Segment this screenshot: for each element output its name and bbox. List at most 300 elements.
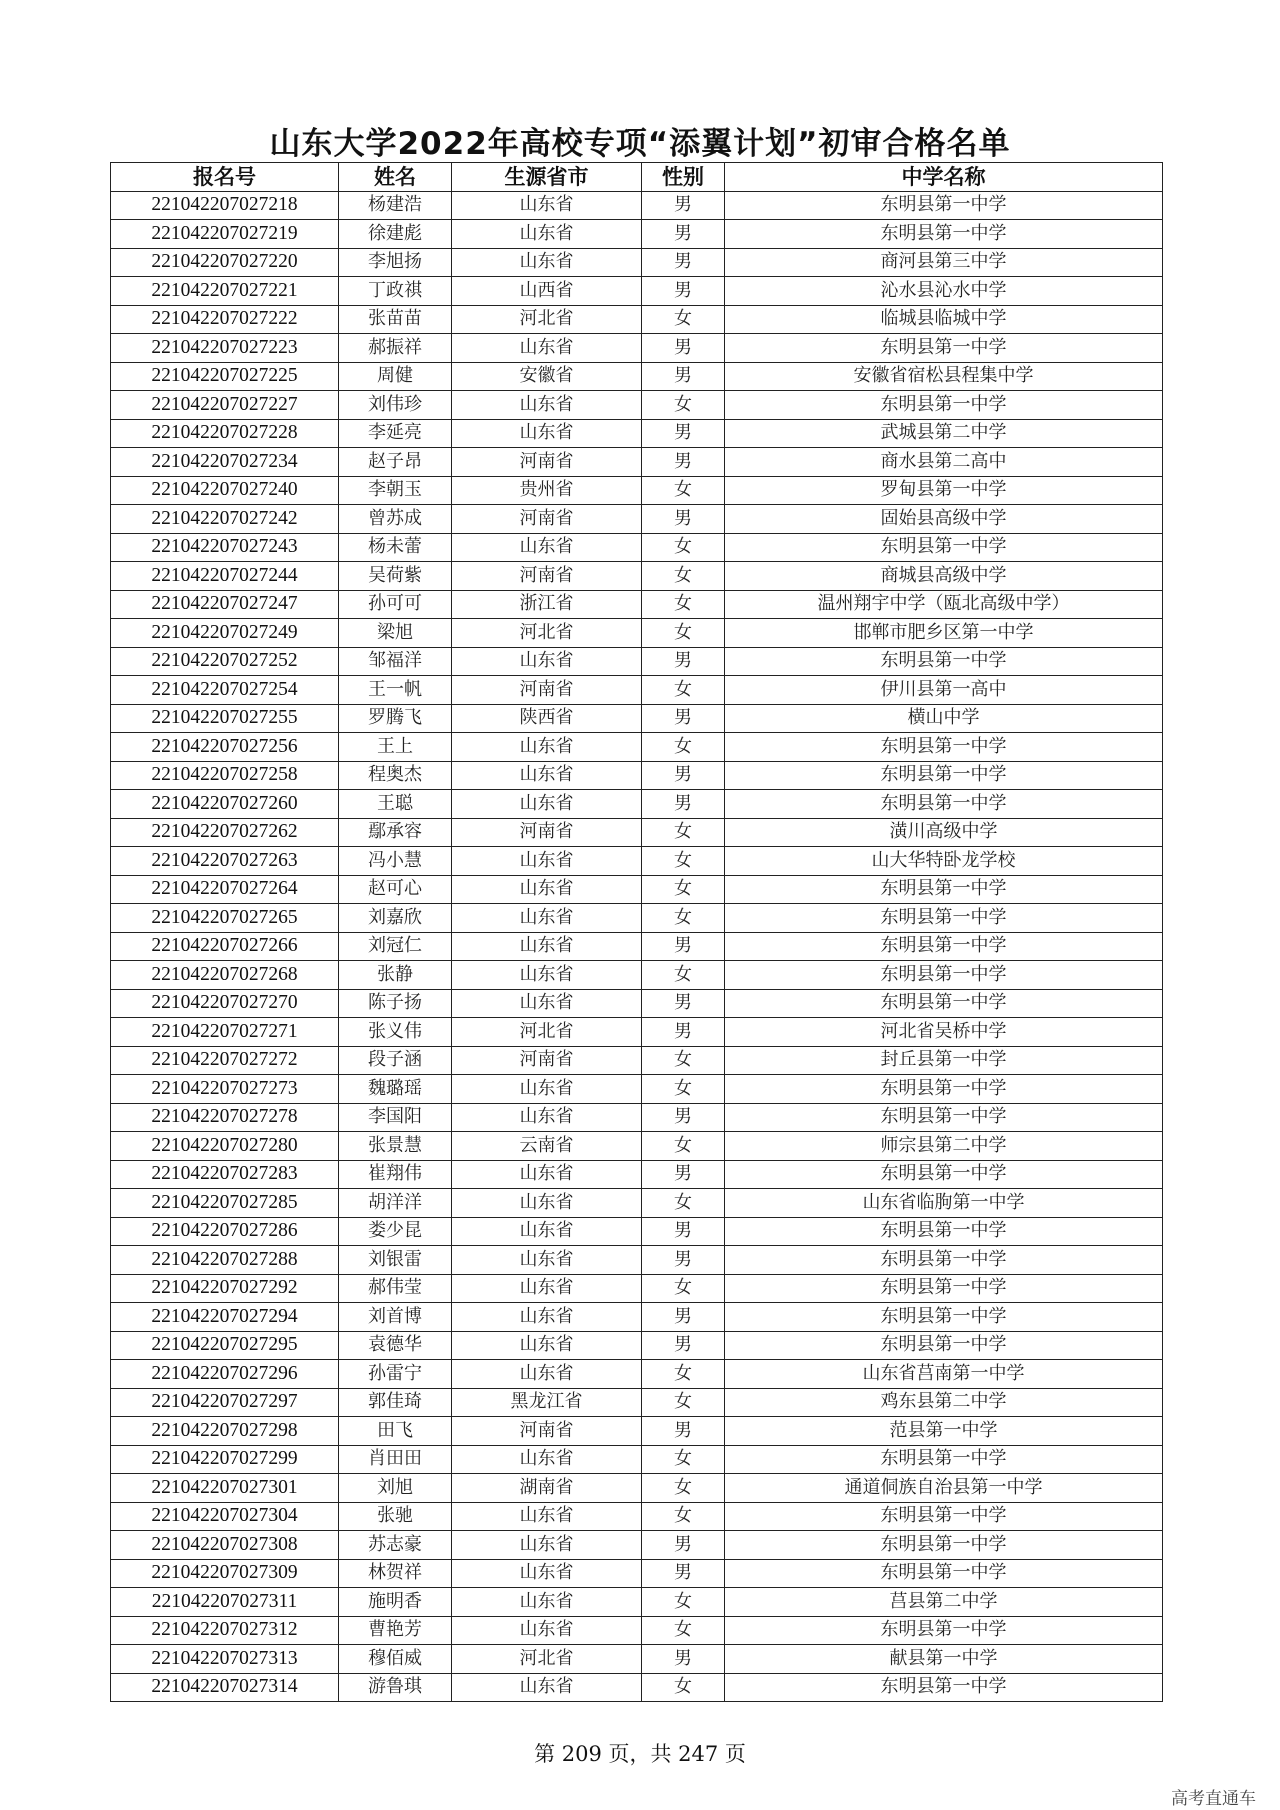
school-cell: 武城县第二中学 <box>725 419 1163 448</box>
table-row <box>111 875 1163 904</box>
name-cell: 邹福洋 <box>339 647 452 676</box>
province-cell: 云南省 <box>452 1132 642 1161</box>
name-cell: 李朝玉 <box>339 476 452 505</box>
gender-cell: 男 <box>642 1531 725 1560</box>
registration-number-cell: 221042207027272 <box>111 1046 339 1075</box>
table-row <box>111 1160 1163 1189</box>
gender-cell: 男 <box>642 1018 725 1047</box>
table-row <box>111 676 1163 705</box>
school-cell: 横山中学 <box>725 704 1163 733</box>
school-cell: 东明县第一中学 <box>725 790 1163 819</box>
gender-cell: 男 <box>642 1160 725 1189</box>
gender-cell: 男 <box>642 1645 725 1674</box>
name-cell: 孙雷宁 <box>339 1360 452 1389</box>
gender-cell: 男 <box>642 1103 725 1132</box>
school-cell: 师宗县第二中学 <box>725 1132 1163 1161</box>
table-row <box>111 448 1163 477</box>
gender-cell: 女 <box>642 1502 725 1531</box>
province-cell: 山西省 <box>452 277 642 306</box>
school-cell: 东明县第一中学 <box>725 1531 1163 1560</box>
province-cell: 浙江省 <box>452 590 642 619</box>
school-cell: 东明县第一中学 <box>725 1103 1163 1132</box>
table-row <box>111 1132 1163 1161</box>
registration-number-cell: 221042207027304 <box>111 1502 339 1531</box>
school-cell: 东明县第一中学 <box>725 1160 1163 1189</box>
table-row <box>111 305 1163 334</box>
gender-cell: 女 <box>642 847 725 876</box>
province-cell: 河南省 <box>452 448 642 477</box>
gender-cell: 女 <box>642 1075 725 1104</box>
table-row <box>111 733 1163 762</box>
province-cell: 山东省 <box>452 875 642 904</box>
registration-number-cell: 221042207027299 <box>111 1445 339 1474</box>
registration-number-cell: 221042207027222 <box>111 305 339 334</box>
name-cell: 郭佳琦 <box>339 1388 452 1417</box>
school-cell: 东明县第一中学 <box>725 1445 1163 1474</box>
school-cell: 临城县临城中学 <box>725 305 1163 334</box>
table-row <box>111 1417 1163 1446</box>
registration-number-cell: 221042207027258 <box>111 761 339 790</box>
school-cell: 沁水县沁水中学 <box>725 277 1163 306</box>
school-cell: 东明县第一中学 <box>725 1075 1163 1104</box>
table-row <box>111 932 1163 961</box>
gender-cell: 男 <box>642 334 725 363</box>
table-row <box>111 1046 1163 1075</box>
header-school: 中学名称 <box>725 163 1163 192</box>
province-cell: 河北省 <box>452 1018 642 1047</box>
registration-number-cell: 221042207027308 <box>111 1531 339 1560</box>
province-cell: 山东省 <box>452 1588 642 1617</box>
province-cell: 河南省 <box>452 1046 642 1075</box>
gender-cell: 女 <box>642 1046 725 1075</box>
registration-number-cell: 221042207027298 <box>111 1417 339 1446</box>
registration-number-cell: 221042207027225 <box>111 362 339 391</box>
school-cell: 山东省临朐第一中学 <box>725 1189 1163 1218</box>
gender-cell: 男 <box>642 505 725 534</box>
registration-number-cell: 221042207027294 <box>111 1303 339 1332</box>
gender-cell: 男 <box>642 277 725 306</box>
registration-number-cell: 221042207027271 <box>111 1018 339 1047</box>
registration-number-cell: 221042207027264 <box>111 875 339 904</box>
table-row <box>111 961 1163 990</box>
school-cell: 安徽省宿松县程集中学 <box>725 362 1163 391</box>
gender-cell: 男 <box>642 1303 725 1332</box>
registration-number-cell: 221042207027314 <box>111 1673 339 1702</box>
name-cell: 郝振祥 <box>339 334 452 363</box>
registration-number-cell: 221042207027262 <box>111 818 339 847</box>
school-cell: 东明县第一中学 <box>725 220 1163 249</box>
name-cell: 孙可可 <box>339 590 452 619</box>
province-cell: 山东省 <box>452 391 642 420</box>
province-cell: 山东省 <box>452 1331 642 1360</box>
table-row <box>111 1018 1163 1047</box>
table-row <box>111 476 1163 505</box>
table-row <box>111 1274 1163 1303</box>
gender-cell: 男 <box>642 362 725 391</box>
gender-cell: 女 <box>642 476 725 505</box>
name-cell: 郝伟莹 <box>339 1274 452 1303</box>
registration-number-cell: 221042207027297 <box>111 1388 339 1417</box>
registration-number-cell: 221042207027240 <box>111 476 339 505</box>
gender-cell: 男 <box>642 790 725 819</box>
gender-cell: 女 <box>642 305 725 334</box>
school-cell: 商城县高级中学 <box>725 562 1163 591</box>
table-row <box>111 419 1163 448</box>
registration-number-cell: 221042207027252 <box>111 647 339 676</box>
gender-cell: 女 <box>642 1360 725 1389</box>
school-cell: 献县第一中学 <box>725 1645 1163 1674</box>
gender-cell: 男 <box>642 1417 725 1446</box>
name-cell: 田飞 <box>339 1417 452 1446</box>
name-cell: 刘银雷 <box>339 1246 452 1275</box>
registration-number-cell: 221042207027309 <box>111 1559 339 1588</box>
province-cell: 山东省 <box>452 989 642 1018</box>
province-cell: 山东省 <box>452 220 642 249</box>
registration-number-cell: 221042207027223 <box>111 334 339 363</box>
registration-number-cell: 221042207027296 <box>111 1360 339 1389</box>
school-cell: 东明县第一中学 <box>725 1502 1163 1531</box>
school-cell: 伊川县第一高中 <box>725 676 1163 705</box>
school-cell: 固始县高级中学 <box>725 505 1163 534</box>
name-cell: 王聪 <box>339 790 452 819</box>
registration-number-cell: 221042207027219 <box>111 220 339 249</box>
name-cell: 杨建浩 <box>339 191 452 220</box>
school-cell: 东明县第一中学 <box>725 761 1163 790</box>
province-cell: 山东省 <box>452 1160 642 1189</box>
province-cell: 河南省 <box>452 1417 642 1446</box>
gender-cell: 女 <box>642 733 725 762</box>
name-cell: 胡洋洋 <box>339 1189 452 1218</box>
school-cell: 东明县第一中学 <box>725 391 1163 420</box>
school-cell: 范县第一中学 <box>725 1417 1163 1446</box>
name-cell: 穆佰威 <box>339 1645 452 1674</box>
name-cell: 赵可心 <box>339 875 452 904</box>
name-cell: 陈子扬 <box>339 989 452 1018</box>
gender-cell: 男 <box>642 1331 725 1360</box>
gender-cell: 男 <box>642 1559 725 1588</box>
school-cell: 东明县第一中学 <box>725 533 1163 562</box>
province-cell: 河北省 <box>452 1645 642 1674</box>
table-row <box>111 1331 1163 1360</box>
province-cell: 山东省 <box>452 334 642 363</box>
table-row <box>111 989 1163 1018</box>
name-cell: 李延亮 <box>339 419 452 448</box>
table-body <box>111 191 1163 1702</box>
name-cell: 游鲁琪 <box>339 1673 452 1702</box>
table-row <box>111 847 1163 876</box>
province-cell: 山东省 <box>452 1360 642 1389</box>
table-row <box>111 619 1163 648</box>
name-cell: 徐建彪 <box>339 220 452 249</box>
registration-number-cell: 221042207027234 <box>111 448 339 477</box>
gender-cell: 女 <box>642 1474 725 1503</box>
gender-cell: 女 <box>642 562 725 591</box>
school-cell: 东明县第一中学 <box>725 961 1163 990</box>
school-cell: 河北省吴桥中学 <box>725 1018 1163 1047</box>
gender-cell: 女 <box>642 590 725 619</box>
registration-number-cell: 221042207027220 <box>111 248 339 277</box>
province-cell: 山东省 <box>452 533 642 562</box>
registration-number-cell: 221042207027266 <box>111 932 339 961</box>
table-row <box>111 1075 1163 1104</box>
table-row <box>111 533 1163 562</box>
name-cell: 王上 <box>339 733 452 762</box>
province-cell: 山东省 <box>452 1673 642 1702</box>
registration-number-cell: 221042207027228 <box>111 419 339 448</box>
province-cell: 山东省 <box>452 1075 642 1104</box>
gender-cell: 男 <box>642 932 725 961</box>
province-cell: 山东省 <box>452 761 642 790</box>
gender-cell: 男 <box>642 419 725 448</box>
school-cell: 山大华特卧龙学校 <box>725 847 1163 876</box>
school-cell: 潢川高级中学 <box>725 818 1163 847</box>
table-row <box>111 1616 1163 1645</box>
province-cell: 山东省 <box>452 1103 642 1132</box>
gender-cell: 男 <box>642 647 725 676</box>
table-row <box>111 1673 1163 1702</box>
gender-cell: 男 <box>642 448 725 477</box>
table-row <box>111 1217 1163 1246</box>
province-cell: 湖南省 <box>452 1474 642 1503</box>
gender-cell: 女 <box>642 1588 725 1617</box>
school-cell: 东明县第一中学 <box>725 1559 1163 1588</box>
name-cell: 魏璐瑶 <box>339 1075 452 1104</box>
registration-number-cell: 221042207027242 <box>111 505 339 534</box>
gender-cell: 男 <box>642 220 725 249</box>
table-row <box>111 1388 1163 1417</box>
header-province: 生源省市 <box>452 163 642 192</box>
name-cell: 肖田田 <box>339 1445 452 1474</box>
table-row <box>111 1303 1163 1332</box>
table-row <box>111 1189 1163 1218</box>
province-cell: 河北省 <box>452 305 642 334</box>
table-row <box>111 818 1163 847</box>
name-cell: 赵子昂 <box>339 448 452 477</box>
registration-number-cell: 221042207027285 <box>111 1189 339 1218</box>
province-cell: 山东省 <box>452 790 642 819</box>
name-cell: 张义伟 <box>339 1018 452 1047</box>
name-cell: 刘嘉欣 <box>339 904 452 933</box>
name-cell: 李旭扬 <box>339 248 452 277</box>
province-cell: 河南省 <box>452 818 642 847</box>
registration-number-cell: 221042207027268 <box>111 961 339 990</box>
table-row <box>111 704 1163 733</box>
name-cell: 崔翔伟 <box>339 1160 452 1189</box>
province-cell: 山东省 <box>452 932 642 961</box>
province-cell: 山东省 <box>452 1217 642 1246</box>
header-gender: 性别 <box>642 163 725 192</box>
registration-number-cell: 221042207027247 <box>111 590 339 619</box>
school-cell: 罗甸县第一中学 <box>725 476 1163 505</box>
name-cell: 鄢承容 <box>339 818 452 847</box>
table-row <box>111 904 1163 933</box>
province-cell: 山东省 <box>452 733 642 762</box>
registration-number-cell: 221042207027311 <box>111 1588 339 1617</box>
gender-cell: 女 <box>642 676 725 705</box>
province-cell: 贵州省 <box>452 476 642 505</box>
table-row <box>111 1559 1163 1588</box>
name-cell: 冯小慧 <box>339 847 452 876</box>
table-row <box>111 1531 1163 1560</box>
table-row <box>111 761 1163 790</box>
gender-cell: 女 <box>642 904 725 933</box>
registration-number-cell: 221042207027301 <box>111 1474 339 1503</box>
roster-table <box>110 162 1163 1702</box>
province-cell: 安徽省 <box>452 362 642 391</box>
table-row <box>111 220 1163 249</box>
table-row <box>111 647 1163 676</box>
name-cell: 杨未蕾 <box>339 533 452 562</box>
registration-number-cell: 221042207027313 <box>111 1645 339 1674</box>
watermark: 高考直通车 <box>1171 1789 1256 1809</box>
registration-number-cell: 221042207027227 <box>111 391 339 420</box>
name-cell: 段子涵 <box>339 1046 452 1075</box>
province-cell: 山东省 <box>452 1274 642 1303</box>
table-row <box>111 277 1163 306</box>
school-cell: 东明县第一中学 <box>725 989 1163 1018</box>
gender-cell: 女 <box>642 818 725 847</box>
registration-number-cell: 221042207027255 <box>111 704 339 733</box>
province-cell: 陕西省 <box>452 704 642 733</box>
gender-cell: 男 <box>642 704 725 733</box>
gender-cell: 女 <box>642 1673 725 1702</box>
registration-number-cell: 221042207027218 <box>111 191 339 220</box>
table-row <box>111 191 1163 220</box>
school-cell: 东明县第一中学 <box>725 1274 1163 1303</box>
name-cell: 张静 <box>339 961 452 990</box>
province-cell: 山东省 <box>452 1303 642 1332</box>
school-cell: 东明县第一中学 <box>725 1616 1163 1645</box>
name-cell: 程奥杰 <box>339 761 452 790</box>
school-cell: 东明县第一中学 <box>725 932 1163 961</box>
province-cell: 山东省 <box>452 847 642 876</box>
school-cell: 东明县第一中学 <box>725 334 1163 363</box>
province-cell: 河南省 <box>452 505 642 534</box>
name-cell: 曹艳芳 <box>339 1616 452 1645</box>
gender-cell: 男 <box>642 248 725 277</box>
school-cell: 东明县第一中学 <box>725 1246 1163 1275</box>
school-cell: 东明县第一中学 <box>725 904 1163 933</box>
name-cell: 林贺祥 <box>339 1559 452 1588</box>
name-cell: 娄少昆 <box>339 1217 452 1246</box>
name-cell: 张苗苗 <box>339 305 452 334</box>
registration-number-cell: 221042207027273 <box>111 1075 339 1104</box>
table-row <box>111 1246 1163 1275</box>
province-cell: 山东省 <box>452 191 642 220</box>
table-row <box>111 1103 1163 1132</box>
gender-cell: 女 <box>642 1189 725 1218</box>
gender-cell: 女 <box>642 619 725 648</box>
school-cell: 东明县第一中学 <box>725 1673 1163 1702</box>
name-cell: 王一帆 <box>339 676 452 705</box>
school-cell: 山东省莒南第一中学 <box>725 1360 1163 1389</box>
name-cell: 施明香 <box>339 1588 452 1617</box>
gender-cell: 女 <box>642 533 725 562</box>
province-cell: 河南省 <box>452 676 642 705</box>
registration-number-cell: 221042207027278 <box>111 1103 339 1132</box>
name-cell: 刘旭 <box>339 1474 452 1503</box>
name-cell: 周健 <box>339 362 452 391</box>
school-cell: 东明县第一中学 <box>725 1217 1163 1246</box>
name-cell: 李国阳 <box>339 1103 452 1132</box>
table-row <box>111 391 1163 420</box>
registration-number-cell: 221042207027292 <box>111 1274 339 1303</box>
registration-number-cell: 221042207027244 <box>111 562 339 591</box>
header-name: 姓名 <box>339 163 452 192</box>
school-cell: 东明县第一中学 <box>725 1303 1163 1332</box>
province-cell: 河南省 <box>452 562 642 591</box>
name-cell: 丁政祺 <box>339 277 452 306</box>
province-cell: 河北省 <box>452 619 642 648</box>
gender-cell: 女 <box>642 1274 725 1303</box>
document-title: 山东大学2022年高校专项“添翼计划”初审合格名单 <box>269 126 1011 162</box>
gender-cell: 男 <box>642 191 725 220</box>
name-cell: 罗腾飞 <box>339 704 452 733</box>
name-cell: 刘冠仁 <box>339 932 452 961</box>
table-row <box>111 1474 1163 1503</box>
province-cell: 山东省 <box>452 647 642 676</box>
name-cell: 梁旭 <box>339 619 452 648</box>
gender-cell: 女 <box>642 1616 725 1645</box>
province-cell: 山东省 <box>452 1559 642 1588</box>
name-cell: 张驰 <box>339 1502 452 1531</box>
school-cell: 莒县第二中学 <box>725 1588 1163 1617</box>
gender-cell: 男 <box>642 761 725 790</box>
registration-number-cell: 221042207027263 <box>111 847 339 876</box>
province-cell: 山东省 <box>452 419 642 448</box>
table-header-row <box>111 163 1163 192</box>
table-row <box>111 505 1163 534</box>
province-cell: 黑龙江省 <box>452 1388 642 1417</box>
name-cell: 张景慧 <box>339 1132 452 1161</box>
table-row <box>111 1588 1163 1617</box>
school-cell: 通道侗族自治县第一中学 <box>725 1474 1163 1503</box>
name-cell: 苏志豪 <box>339 1531 452 1560</box>
gender-cell: 女 <box>642 875 725 904</box>
table-row <box>111 248 1163 277</box>
table-row <box>111 1645 1163 1674</box>
table-row <box>111 1360 1163 1389</box>
province-cell: 山东省 <box>452 1616 642 1645</box>
school-cell: 东明县第一中学 <box>725 1331 1163 1360</box>
school-cell: 东明县第一中学 <box>725 733 1163 762</box>
registration-number-cell: 221042207027221 <box>111 277 339 306</box>
province-cell: 山东省 <box>452 1531 642 1560</box>
school-cell: 商水县第二高中 <box>725 448 1163 477</box>
province-cell: 山东省 <box>452 961 642 990</box>
registration-number-cell: 221042207027249 <box>111 619 339 648</box>
registration-number-cell: 221042207027286 <box>111 1217 339 1246</box>
header-registration-number: 报名号 <box>111 163 339 192</box>
province-cell: 山东省 <box>452 1502 642 1531</box>
school-cell: 东明县第一中学 <box>725 191 1163 220</box>
province-cell: 山东省 <box>452 1445 642 1474</box>
province-cell: 山东省 <box>452 1246 642 1275</box>
table-row <box>111 362 1163 391</box>
registration-number-cell: 221042207027260 <box>111 790 339 819</box>
school-cell: 封丘县第一中学 <box>725 1046 1163 1075</box>
school-cell: 东明县第一中学 <box>725 875 1163 904</box>
gender-cell: 女 <box>642 1132 725 1161</box>
province-cell: 山东省 <box>452 904 642 933</box>
registration-number-cell: 221042207027270 <box>111 989 339 1018</box>
school-cell: 商河县第三中学 <box>725 248 1163 277</box>
name-cell: 刘伟珍 <box>339 391 452 420</box>
registration-number-cell: 221042207027254 <box>111 676 339 705</box>
province-cell: 山东省 <box>452 248 642 277</box>
registration-number-cell: 221042207027280 <box>111 1132 339 1161</box>
registration-number-cell: 221042207027265 <box>111 904 339 933</box>
